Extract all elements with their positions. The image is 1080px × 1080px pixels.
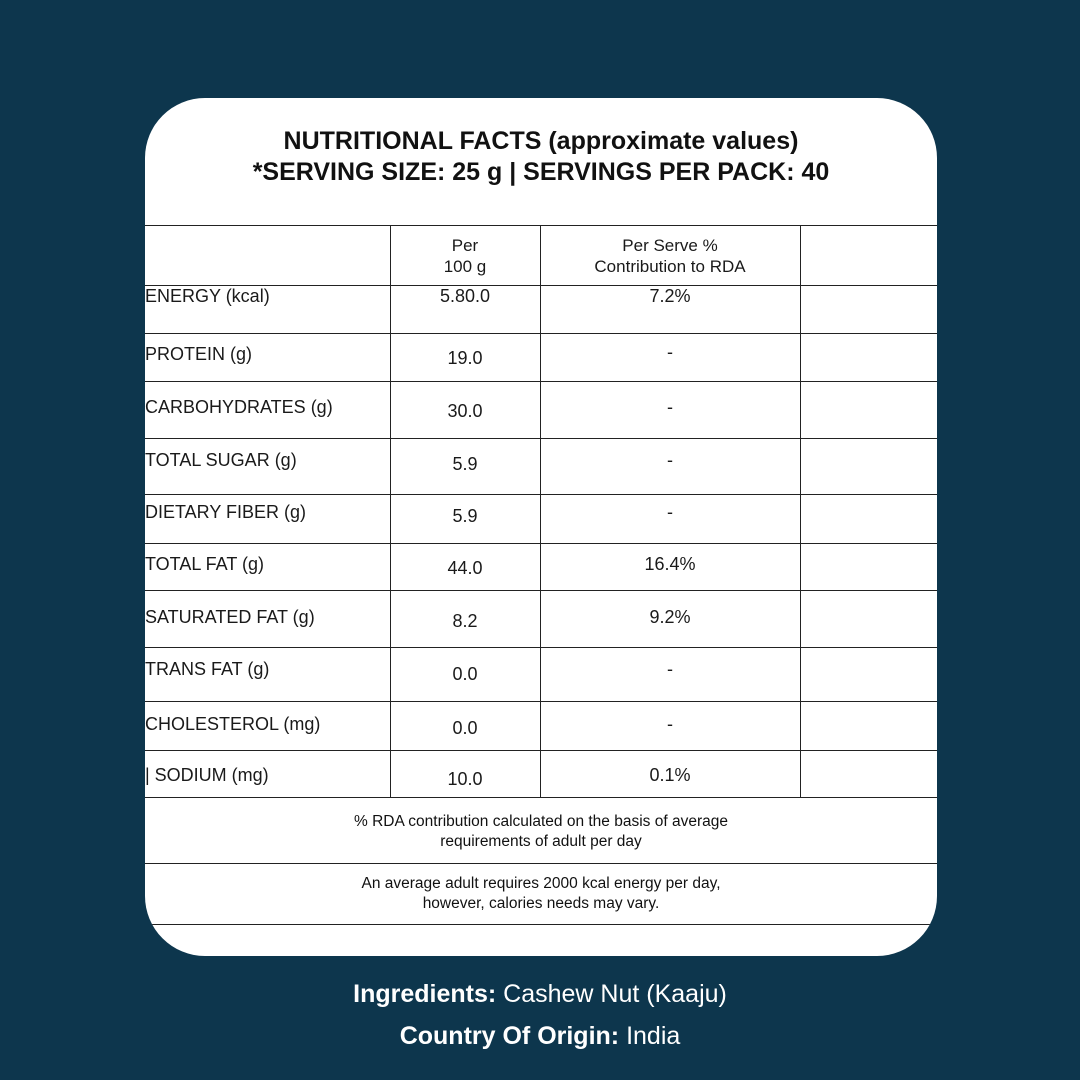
note-divider: [145, 863, 937, 864]
nutrient-rda: -: [540, 495, 800, 544]
nutrient-per100: 5.9: [390, 495, 540, 544]
table-row: [145, 591, 937, 648]
nutrient-rda: -: [540, 648, 800, 702]
ingredients-value: Cashew Nut (Kaaju): [503, 980, 727, 1008]
table-row: [145, 495, 937, 544]
empty-cell: [800, 648, 937, 702]
table-row: [145, 286, 937, 334]
nutrient-per100: 0.0: [390, 648, 540, 702]
rda-note: [145, 812, 937, 852]
nutrient-per100: 0.0: [390, 702, 540, 751]
empty-cell: [800, 495, 937, 544]
nutrient-name: DIETARY FIBER (g): [145, 495, 390, 544]
nutrient-name: CHOLESTEROL (mg): [145, 702, 390, 751]
nutrient-rda: 0.1%: [540, 751, 800, 798]
nutrient-per100: 30.0: [390, 382, 540, 439]
empty-cell: [800, 334, 937, 382]
empty-cell: [800, 286, 937, 334]
table-row: [145, 648, 937, 702]
origin-line: [0, 1022, 1080, 1051]
bottom-divider: [145, 924, 937, 925]
empty-cell: [800, 544, 937, 591]
origin-label: Country Of Origin:: [399, 1022, 620, 1050]
nutrition-card: [145, 98, 937, 956]
nutrient-per100: 19.0: [390, 334, 540, 382]
header-per-100g-line1: Per: [451, 235, 479, 255]
nutrition-title: [145, 126, 937, 188]
nutrient-rda: 16.4%: [540, 544, 800, 591]
table-row: [145, 702, 937, 751]
nutrient-per100: 5.80.0: [390, 286, 540, 334]
nutrient-name: TOTAL SUGAR (g): [145, 439, 390, 495]
rda-note-line2: requirements of adult per day: [440, 833, 642, 850]
nutrient-per100: 10.0: [390, 751, 540, 798]
nutrient-rda: 9.2%: [540, 591, 800, 648]
energy-note: [145, 874, 937, 914]
nutrient-per100: 8.2: [390, 591, 540, 648]
nutrient-rda: 7.2%: [540, 286, 800, 334]
ingredients-label: Ingredients:: [353, 980, 497, 1008]
nutrient-per100: 44.0: [390, 544, 540, 591]
energy-note-line1: An average adult requires 2000 kcal energy per day,: [361, 875, 721, 892]
nutrition-table: [145, 225, 937, 798]
header-rda-line1: Per Serve %: [622, 235, 718, 255]
nutrient-rda: -: [540, 382, 800, 439]
nutrient-name: TRANS FAT (g): [145, 648, 390, 702]
nutrient-name: CARBOHYDRATES (g): [145, 382, 390, 439]
header-per-100g: [390, 226, 540, 286]
header-nutrient: [145, 226, 390, 286]
nutrient-name: PROTEIN (g): [145, 334, 390, 382]
header-empty: [800, 226, 937, 286]
table-row: [145, 544, 937, 591]
empty-cell: [800, 439, 937, 495]
empty-cell: [800, 382, 937, 439]
nutrient-rda: -: [540, 702, 800, 751]
nutrient-name: | SODIUM (mg): [145, 751, 390, 798]
ingredients-line: [0, 980, 1080, 1009]
title-line-2: *SERVING SIZE: 25 g | SERVINGS PER PACK: 40: [252, 158, 830, 186]
nutrient-name: SATURATED FAT (g): [145, 591, 390, 648]
table-header-row: [145, 226, 937, 286]
nutrient-rda: -: [540, 334, 800, 382]
title-line-1: NUTRITIONAL FACTS (approximate values): [283, 127, 799, 155]
table-row: [145, 334, 937, 382]
energy-note-line2: however, calories needs may vary.: [422, 895, 660, 912]
empty-cell: [800, 702, 937, 751]
header-rda-line2: Contribution to RDA: [594, 256, 746, 276]
nutrient-per100: 5.9: [390, 439, 540, 495]
header-rda: [540, 226, 800, 286]
nutrient-name: ENERGY (kcal): [145, 286, 390, 334]
origin-value: India: [626, 1022, 681, 1050]
table-row: [145, 751, 937, 798]
empty-cell: [800, 591, 937, 648]
table-row: [145, 382, 937, 439]
header-per-100g-line2: 100 g: [443, 256, 487, 276]
rda-note-line1: % RDA contribution calculated on the basis of average: [354, 813, 728, 830]
nutrient-name: TOTAL FAT (g): [145, 544, 390, 591]
nutrient-rda: -: [540, 439, 800, 495]
table-row: [145, 439, 937, 495]
empty-cell: [800, 751, 937, 798]
